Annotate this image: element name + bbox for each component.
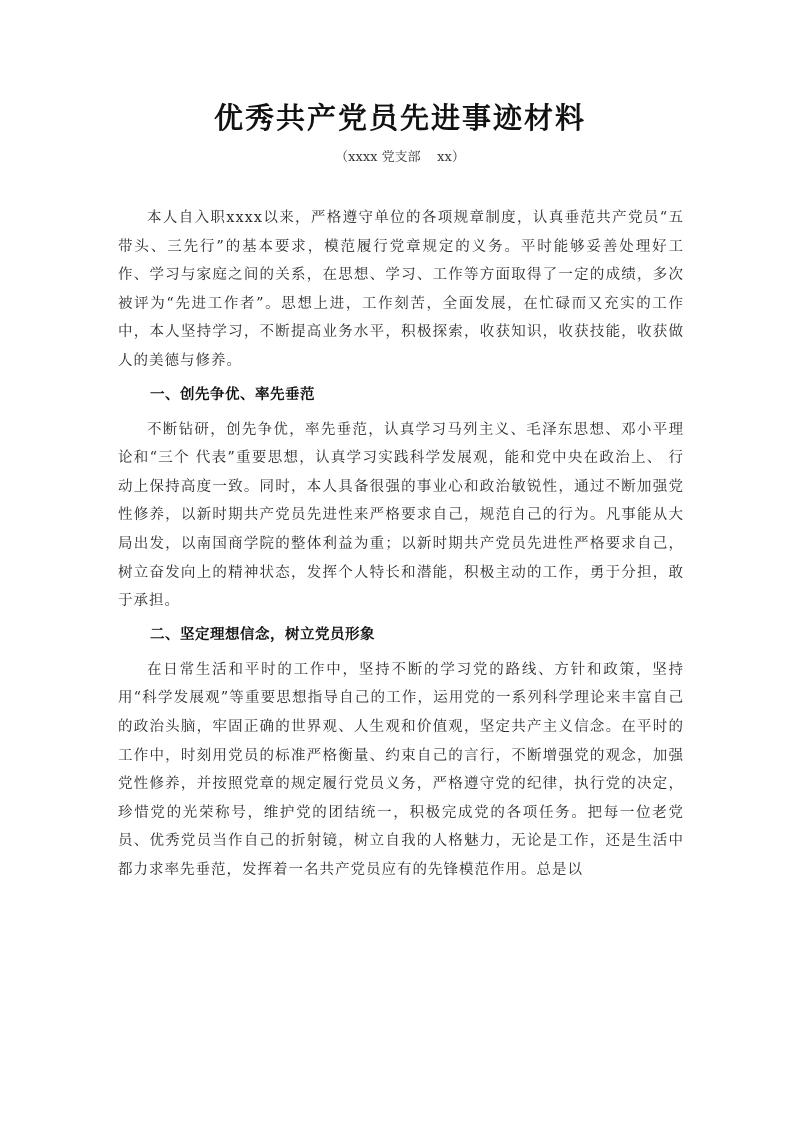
section-paragraph-2: 在日常生活和平时的工作中，坚持不断的学习党的路线、方针和政策，坚持用“科学发展观”等重要思想指导自己的工作，运用党的一系列科学理论来丰富自己的政治头脑，牢固正确的世界观、人生观和价值观，坚定共产主义信念。在平时的工作中，时刻用党员的标准严格衡量、约束自己的言行，不断增强党的观念，加强党性修养，并按照党章的规定履行党员义务，严格遵守党的纪律，执行党的决定，珍惜党的光荣称号，维护党的团结统一，积极完成党的各项任务。把每一位老党员、优秀党员当作自己的折射镜，树立自我的人格魅力，无论是工作，还是生活中都力求率先垂范，发挥着一名共产党员应有的先锋模范作用。总是以: [118, 661, 684, 878]
section-heading-1: 一、创先争优、率先垂范: [150, 386, 315, 403]
section-paragraph-1: 不断钻研，创先争优，率先垂范，认真学习马列主义、毛泽东思想、邓小平理论和“三个 代表”重要思想，认真学习实践科学发展观，能和党中央在政治上、 行动上保持高度一致。同时，本人具备很强的事业心和政治敏锐性，通过不断加强党性修养，以新时期共产党员先进性来严格要求自己，规范自己的行为。凡事能从大局出发，以南国商学院的整体利益为重；以新时期共产党员先进性严格要求自己，树立奋发向上的精神状态，发挥个人特长和潜能，积极主动的工作，勇于分担，敢于承担。: [118, 421, 684, 610]
intro-paragraph: 本人自入职xxxx以来，严格遵守单位的各项规章制度，认真垂范共产党员“五带头、三先行”的基本要求，模范履行党章规定的义务。平时能够妥善处理好工作、学习与家庭之间的关系，在思想、学习、工作等方面取得了一定的成绩，多次被评为“先进工作者”。思想上进，工作刻苦，全面发展，在忙碌而又充实的工作中，本人坚持学习，不断提高业务水平，积极探索，收获知识，收获技能，收获做人的美德与修养。: [118, 210, 684, 369]
document-body: [118, 204, 684, 884]
page-title: 优秀共产党员先进事迹材料: [213, 101, 586, 135]
section-heading-2: 二、坚定理想信念，树立党员形象: [150, 626, 375, 643]
author-byline: （xxxx 党支部 xx）: [335, 150, 465, 165]
